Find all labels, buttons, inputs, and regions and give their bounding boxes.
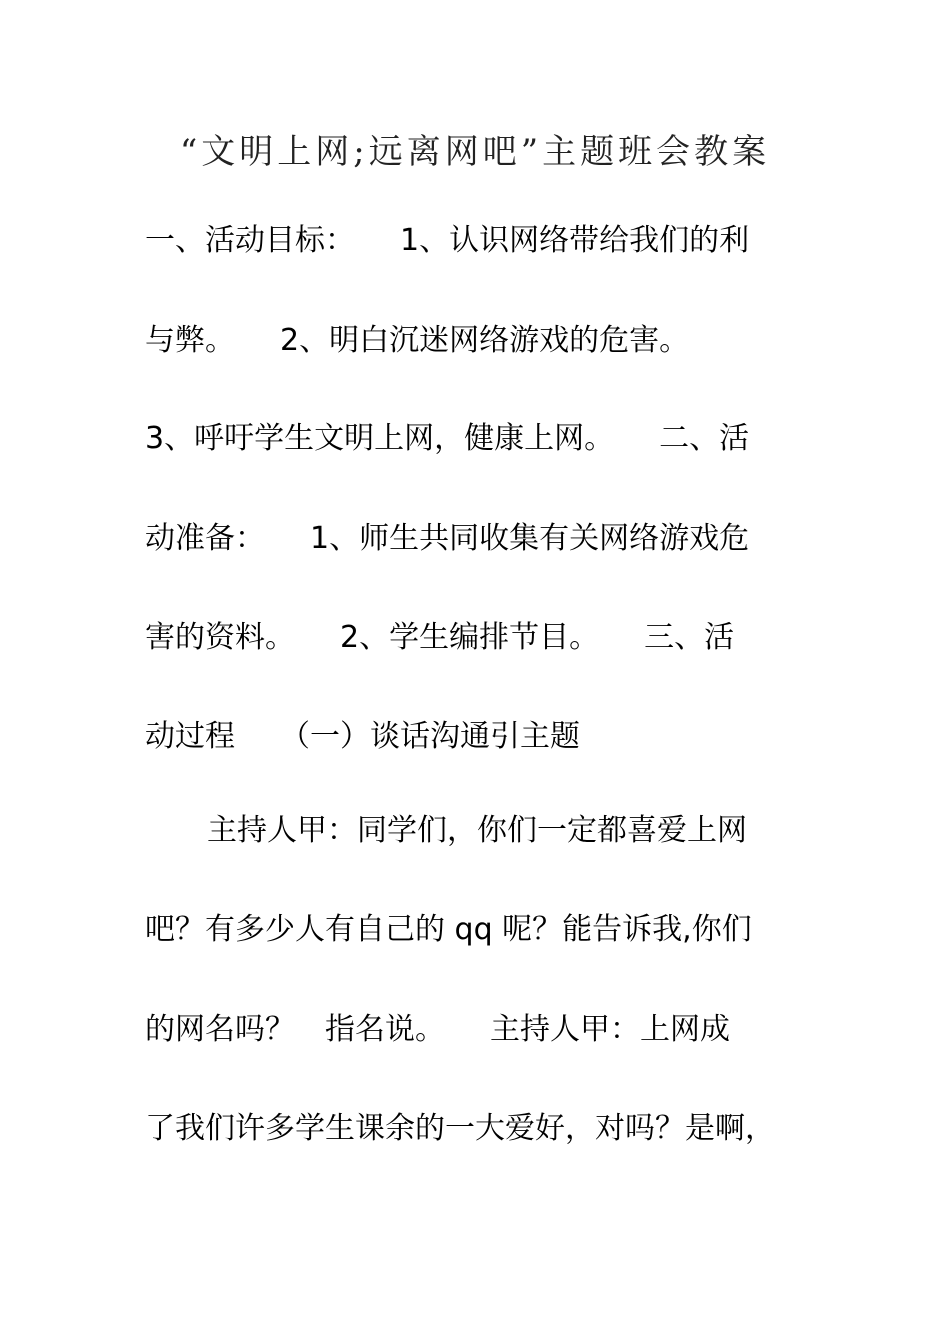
body-line-1: 一、活动目标： 1、认识网络带给我们的利 [145,223,750,258]
body-line-8: 吧？有多少人有自己的 qq 呢？能告诉我,你们 [145,912,752,947]
body-line-10: 了我们许多学生课余的一大爱好，对吗？是啊， [145,1111,775,1146]
body-line-4: 动准备： 1、师生共同收集有关网络游戏危 [145,521,750,556]
body-line-5: 害的资料。 2、学生编排节目。 三、活 [145,620,735,655]
document-title: “文明上网;远离网吧”主题班会教案 [179,132,771,172]
body-line-3: 3、呼吁学生文明上网，健康上网。 二、活 [145,421,750,456]
body-line-2: 与弊。 2、明白沉迷网络游戏的危害。 [145,323,690,358]
body-line-9: 的网名吗？ 指名说。 主持人甲：上网成 [145,1012,730,1047]
body-line-7: 主持人甲：同学们，你们一定都喜爱上网 [207,813,747,848]
body-line-6: 动过程 （一）谈话沟通引主题 [145,719,580,754]
